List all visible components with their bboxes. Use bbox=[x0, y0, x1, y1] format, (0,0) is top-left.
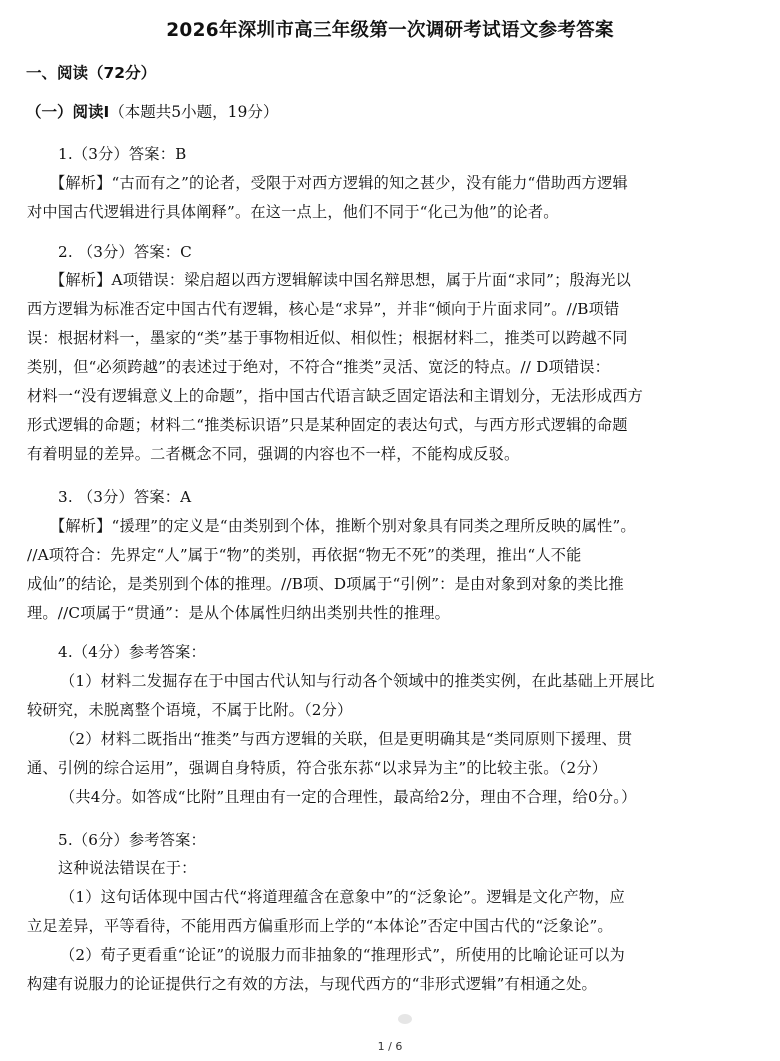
q2-line-5: 材料一“没有逻辑意义上的命题”，指中国古代语言缺乏固定语法和主谓划分，无法形成西方 bbox=[27, 387, 644, 405]
q4-line-5: （共4分。如答成“比附”且理由有一定的合理性，最高给2分，理由不合理，给0分。） bbox=[60, 788, 637, 806]
q5-line-2: （1）这句话体现中国古代“将道理蕴含在意象中”的“泛象论”。逻辑是文化产物，应 bbox=[60, 888, 625, 906]
q5-line-3: 立足差异，平等看待，不能用西方偏重形而上学的“本体论”否定中国古代的“泛象论”。 bbox=[27, 917, 613, 935]
watermark-mark bbox=[398, 1014, 412, 1024]
subsection-note: （本题共5小题，19分） bbox=[109, 103, 279, 121]
page-number: 1 / 6 bbox=[377, 1040, 403, 1053]
q4-line-3: （2）材料二既指出“推类”与西方逻辑的关联，但是更明确其是“类同原则下援理、贯 bbox=[60, 730, 633, 748]
q5-line-5: 构建有说服力的论证提供行之有效的方法，与现代西方的“非形式逻辑”有相通之处。 bbox=[27, 975, 597, 993]
subsection-heading-reading-1 bbox=[26, 100, 278, 122]
subsection-heading-text: （一）阅读Ⅰ bbox=[26, 103, 110, 121]
q1-line-2: 对中国古代逻辑进行具体阐释”。在这一点上，他们不同于“化己为他”的论者。 bbox=[27, 203, 559, 221]
q4-line-4: 通、引例的综合运用”，强调自身特质，符合张东荪“以求异为主”的比较主张。（2分） bbox=[27, 759, 608, 777]
q2-line-1: 【解析】A项错误：梁启超以西方逻辑解读中国名辩思想，属于片面“求同”；殷海光以 bbox=[50, 271, 632, 289]
q4-line-1: （1）材料二发掘存在于中国古代认知与行动各个领域中的推类实例，在此基础上开展比 bbox=[60, 672, 655, 690]
q3-header: 3. （3分）答案：A bbox=[58, 488, 192, 506]
q4-header: 4.（4分）参考答案： bbox=[58, 643, 206, 661]
q2-line-6: 形式逻辑的命题；材料二“推类标识语”只是某种固定的表达句式，与西方形式逻辑的命题 bbox=[27, 416, 628, 434]
section-heading-text: 一、阅读（72分） bbox=[26, 64, 157, 82]
q4-line-2: 较研究，未脱离整个语境，不属于比附。（2分） bbox=[27, 701, 353, 719]
q5-line-4: （2）荀子更看重“论证”的说服力而非抽象的“推理形式”，所使用的比喻论证可以为 bbox=[60, 946, 625, 964]
q3-line-2: //A项符合：先界定“人”属于“物”的类别，再依据“物无不死”的类理，推出“人不能 bbox=[27, 546, 582, 564]
section-heading-reading bbox=[26, 61, 156, 83]
document-title: 2026年深圳市高三年级第一次调研考试语文参考答案 bbox=[166, 20, 614, 41]
q1-line-1: 【解析】“古而有之”的论者，受限于对西方逻辑的知之甚少，没有能力“借助西方逻辑 bbox=[50, 174, 628, 192]
q2-line-7: 有着明显的差异。二者概念不同，强调的内容也不一样，不能构成反驳。 bbox=[27, 445, 520, 463]
q1-header: 1.（3分）答案：B bbox=[58, 145, 187, 163]
q2-line-2: 西方逻辑为标准否定中国古代有逻辑，核心是“求异”，并非“倾向于片面求同”。//B项错 bbox=[27, 300, 620, 318]
q3-line-4: 理。//C项属于“贯通”：是从个体属性归纳出类别共性的推理。 bbox=[27, 604, 451, 622]
q5-line-1: 这种说法错误在于： bbox=[58, 859, 197, 877]
q2-line-3: 误：根据材料一，墨家的“类”基于事物相近似、相似性；根据材料二，推类可以跨越不同 bbox=[27, 329, 628, 347]
q5-header: 5.（6分）参考答案： bbox=[58, 831, 206, 849]
q3-line-3: 成仙”的结论，是类别到个体的推理。//B项、D项属于“引例”：是由对象到对象的类比推 bbox=[27, 575, 624, 593]
q2-header: 2. （3分）答案：C bbox=[58, 243, 192, 261]
q2-line-4: 类别，但“必须跨越”的表述过于绝对，不符合“推类”灵活、宽泛的特点。// D项错误： bbox=[27, 358, 611, 376]
q3-line-1: 【解析】“援理”的定义是“由类别到个体，推断个别对象具有同类之理所反映的属性”。 bbox=[50, 517, 636, 535]
